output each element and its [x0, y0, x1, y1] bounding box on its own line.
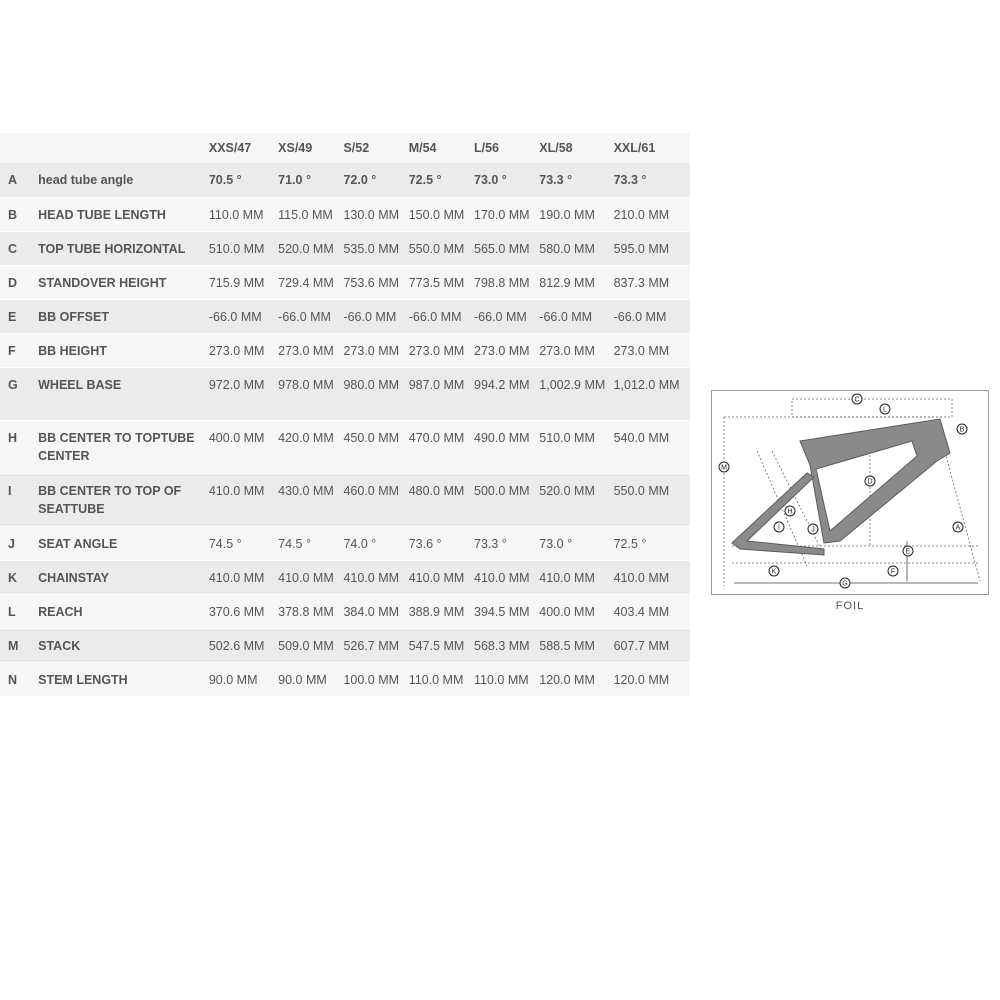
- diagram-caption: FOIL: [835, 600, 865, 612]
- row-code: I: [0, 473, 30, 526]
- measurement-cell: -66.0 MM: [270, 299, 335, 333]
- measurement-cell: 980.0 MM: [335, 367, 400, 420]
- measurement-cell: 607.7 MM: [606, 628, 690, 662]
- measurement-cell: 73.0 °: [531, 526, 605, 560]
- geometry-table: [0, 133, 690, 697]
- measurement-cell: -66.0 MM: [335, 299, 400, 333]
- measurement-cell: 388.9 MM: [401, 594, 466, 628]
- marker-a: [953, 522, 963, 532]
- table-row: [0, 367, 690, 420]
- measurement-cell: 394.5 MM: [466, 594, 531, 628]
- table-row: [0, 560, 690, 594]
- svg-text:D: D: [867, 478, 873, 486]
- measurement-cell: 190.0 MM: [531, 197, 605, 231]
- row-code: B: [0, 197, 30, 231]
- measurement-cell: 72.0 °: [335, 163, 400, 197]
- measurement-cell: 120.0 MM: [606, 662, 690, 696]
- row-code: E: [0, 299, 30, 333]
- measurement-cell: 520.0 MM: [531, 473, 605, 526]
- measurement-cell: 273.0 MM: [201, 333, 270, 367]
- measurement-cell: 580.0 MM: [531, 231, 605, 265]
- marker-g: [840, 578, 850, 588]
- measurement-cell: 170.0 MM: [466, 197, 531, 231]
- table-row: [0, 299, 690, 333]
- measurement-cell: 73.0 °: [466, 163, 531, 197]
- row-code: C: [0, 231, 30, 265]
- measurement-cell: 410.0 MM: [401, 560, 466, 594]
- measurement-cell: 568.3 MM: [466, 628, 531, 662]
- measurement-cell: 72.5 °: [606, 526, 690, 560]
- svg-text:L: L: [883, 406, 887, 414]
- measurement-cell: 150.0 MM: [401, 197, 466, 231]
- row-label: REACH: [30, 594, 201, 628]
- row-label: BB HEIGHT: [30, 333, 201, 367]
- measurement-cell: 378.8 MM: [270, 594, 335, 628]
- measurement-cell: 994.2 MM: [466, 367, 531, 420]
- measurement-cell: 410.0 MM: [531, 560, 605, 594]
- measurement-cell: 74.5 °: [270, 526, 335, 560]
- row-code: J: [0, 526, 30, 560]
- size-header: XXS/47: [201, 133, 270, 163]
- measurement-cell: 273.0 MM: [531, 333, 605, 367]
- measurement-cell: 273.0 MM: [401, 333, 466, 367]
- svg-text:B: B: [959, 426, 965, 434]
- measurement-cell: 547.5 MM: [401, 628, 466, 662]
- measurement-cell: 500.0 MM: [466, 473, 531, 526]
- marker-h: [785, 506, 795, 516]
- measurement-cell: 73.3 °: [466, 526, 531, 560]
- size-header: XXL/61: [606, 133, 690, 163]
- header-code-cell: [0, 133, 30, 163]
- svg-text:I: I: [778, 524, 780, 532]
- measurement-cell: -66.0 MM: [466, 299, 531, 333]
- row-code: A: [0, 163, 30, 197]
- row-code: N: [0, 662, 30, 696]
- marker-b: [957, 424, 967, 434]
- measurement-cell: 74.5 °: [201, 526, 270, 560]
- measurement-cell: 509.0 MM: [270, 628, 335, 662]
- measurement-cell: 987.0 MM: [401, 367, 466, 420]
- measurement-cell: 837.3 MM: [606, 265, 690, 299]
- row-code: D: [0, 265, 30, 299]
- measurement-cell: 410.0 MM: [201, 473, 270, 526]
- measurement-cell: 384.0 MM: [335, 594, 400, 628]
- table-row: [0, 163, 690, 197]
- measurement-cell: 812.9 MM: [531, 265, 605, 299]
- measurement-cell: 565.0 MM: [466, 231, 531, 265]
- table-row: [0, 333, 690, 367]
- measurement-cell: 450.0 MM: [335, 420, 400, 473]
- size-header: S/52: [335, 133, 400, 163]
- size-header: XS/49: [270, 133, 335, 163]
- measurement-cell: 73.3 °: [531, 163, 605, 197]
- measurement-cell: 72.5 °: [401, 163, 466, 197]
- measurement-cell: 273.0 MM: [466, 333, 531, 367]
- measurement-cell: 972.0 MM: [201, 367, 270, 420]
- measurement-cell: 502.6 MM: [201, 628, 270, 662]
- measurement-cell: 588.5 MM: [531, 628, 605, 662]
- measurement-cell: 110.0 MM: [401, 662, 466, 696]
- measurement-cell: 510.0 MM: [201, 231, 270, 265]
- measurement-cell: 595.0 MM: [606, 231, 690, 265]
- row-code: L: [0, 594, 30, 628]
- measurement-cell: 729.4 MM: [270, 265, 335, 299]
- marker-l: [880, 404, 890, 414]
- measurement-cell: 110.0 MM: [201, 197, 270, 231]
- measurement-cell: 110.0 MM: [466, 662, 531, 696]
- measurement-cell: 715.9 MM: [201, 265, 270, 299]
- row-label: BB OFFSET: [30, 299, 201, 333]
- marker-k: [769, 566, 779, 576]
- row-code: F: [0, 333, 30, 367]
- measurement-cell: 70.5 °: [201, 163, 270, 197]
- svg-text:F: F: [890, 568, 896, 576]
- measurement-cell: 403.4 MM: [606, 594, 690, 628]
- measurement-cell: 1,002.9 MM: [531, 367, 605, 420]
- bike-frame-drawing: [712, 391, 988, 594]
- table-row: [0, 197, 690, 231]
- measurement-cell: -66.0 MM: [531, 299, 605, 333]
- measurement-cell: 550.0 MM: [401, 231, 466, 265]
- measurement-cell: 73.6 °: [401, 526, 466, 560]
- measurement-cell: 273.0 MM: [606, 333, 690, 367]
- marker-j: [808, 524, 818, 534]
- measurement-cell: 410.0 MM: [466, 560, 531, 594]
- size-header: M/54: [401, 133, 466, 163]
- marker-d: [865, 476, 875, 486]
- row-code: K: [0, 560, 30, 594]
- measurement-cell: 410.0 MM: [606, 560, 690, 594]
- measurement-cell: 410.0 MM: [270, 560, 335, 594]
- table-row: [0, 473, 690, 526]
- measurement-cell: -66.0 MM: [201, 299, 270, 333]
- frame-shape: [732, 419, 950, 555]
- table-row: [0, 265, 690, 299]
- measurement-cell: -66.0 MM: [401, 299, 466, 333]
- measurement-cell: 490.0 MM: [466, 420, 531, 473]
- row-code: H: [0, 420, 30, 473]
- svg-text:H: H: [787, 508, 793, 516]
- row-code: M: [0, 628, 30, 662]
- measurement-cell: 510.0 MM: [531, 420, 605, 473]
- svg-text:E: E: [905, 548, 911, 556]
- measurement-cell: 753.6 MM: [335, 265, 400, 299]
- header-label-cell: [30, 133, 201, 163]
- measurement-cell: 460.0 MM: [335, 473, 400, 526]
- svg-text:G: G: [842, 580, 848, 588]
- measurement-cell: 540.0 MM: [606, 420, 690, 473]
- row-label: WHEEL BASE: [30, 367, 201, 420]
- measurement-cell: 480.0 MM: [401, 473, 466, 526]
- marker-c: [852, 394, 862, 404]
- measurement-cell: 115.0 MM: [270, 197, 335, 231]
- measurement-cell: 430.0 MM: [270, 473, 335, 526]
- measurement-cell: 550.0 MM: [606, 473, 690, 526]
- row-label: BB CENTER TO TOP OF SEATTUBE: [30, 473, 201, 526]
- size-header: XL/58: [531, 133, 605, 163]
- measurement-cell: 120.0 MM: [531, 662, 605, 696]
- measurement-cell: 410.0 MM: [335, 560, 400, 594]
- table-header-row: [0, 133, 690, 163]
- measurement-cell: 410.0 MM: [201, 560, 270, 594]
- row-label: head tube angle: [30, 163, 201, 197]
- row-label: CHAINSTAY: [30, 560, 201, 594]
- marker-m: [719, 462, 729, 472]
- measurement-cell: 370.6 MM: [201, 594, 270, 628]
- table-row: [0, 662, 690, 696]
- table-row: [0, 526, 690, 560]
- row-code: G: [0, 367, 30, 420]
- measurement-cell: 400.0 MM: [531, 594, 605, 628]
- row-label: SEAT ANGLE: [30, 526, 201, 560]
- measurement-cell: 526.7 MM: [335, 628, 400, 662]
- measurement-cell: 210.0 MM: [606, 197, 690, 231]
- measurement-cell: 71.0 °: [270, 163, 335, 197]
- measurement-cell: 90.0 MM: [270, 662, 335, 696]
- row-label: TOP TUBE HORIZONTAL: [30, 231, 201, 265]
- table-row: [0, 628, 690, 662]
- svg-text:J: J: [811, 526, 815, 534]
- measurement-cell: 100.0 MM: [335, 662, 400, 696]
- table-row: [0, 594, 690, 628]
- row-label: STEM LENGTH: [30, 662, 201, 696]
- svg-text:A: A: [955, 524, 961, 532]
- measurement-cell: 773.5 MM: [401, 265, 466, 299]
- measurement-cell: 978.0 MM: [270, 367, 335, 420]
- measurement-cell: -66.0 MM: [606, 299, 690, 333]
- measurement-cell: 73.3 °: [606, 163, 690, 197]
- marker-i: [774, 522, 784, 532]
- top-tube-dimension-guide: [792, 396, 952, 417]
- measurement-cell: 90.0 MM: [201, 662, 270, 696]
- measurement-cell: 273.0 MM: [270, 333, 335, 367]
- row-label: BB CENTER TO TOPTUBE CENTER: [30, 420, 201, 473]
- svg-text:C: C: [854, 396, 860, 404]
- measurement-cell: 130.0 MM: [335, 197, 400, 231]
- measurement-cell: 273.0 MM: [335, 333, 400, 367]
- frame-geometry-diagram: [711, 390, 989, 595]
- svg-text:M: M: [721, 464, 727, 472]
- measurement-cell: 535.0 MM: [335, 231, 400, 265]
- marker-e: [903, 546, 913, 556]
- measurement-cell: 798.8 MM: [466, 265, 531, 299]
- table-row: [0, 231, 690, 265]
- measurement-cell: 1,012.0 MM: [606, 367, 690, 420]
- svg-text:K: K: [771, 568, 777, 576]
- measurement-cell: 74.0 °: [335, 526, 400, 560]
- measurement-cell: 400.0 MM: [201, 420, 270, 473]
- marker-f: [888, 566, 898, 576]
- measurement-cell: 470.0 MM: [401, 420, 466, 473]
- row-label: STANDOVER HEIGHT: [30, 265, 201, 299]
- fork-guide: [942, 441, 980, 581]
- table-row: [0, 420, 690, 473]
- row-label: HEAD TUBE LENGTH: [30, 197, 201, 231]
- size-header: L/56: [466, 133, 531, 163]
- measurement-cell: 420.0 MM: [270, 420, 335, 473]
- row-label: STACK: [30, 628, 201, 662]
- measurement-cell: 520.0 MM: [270, 231, 335, 265]
